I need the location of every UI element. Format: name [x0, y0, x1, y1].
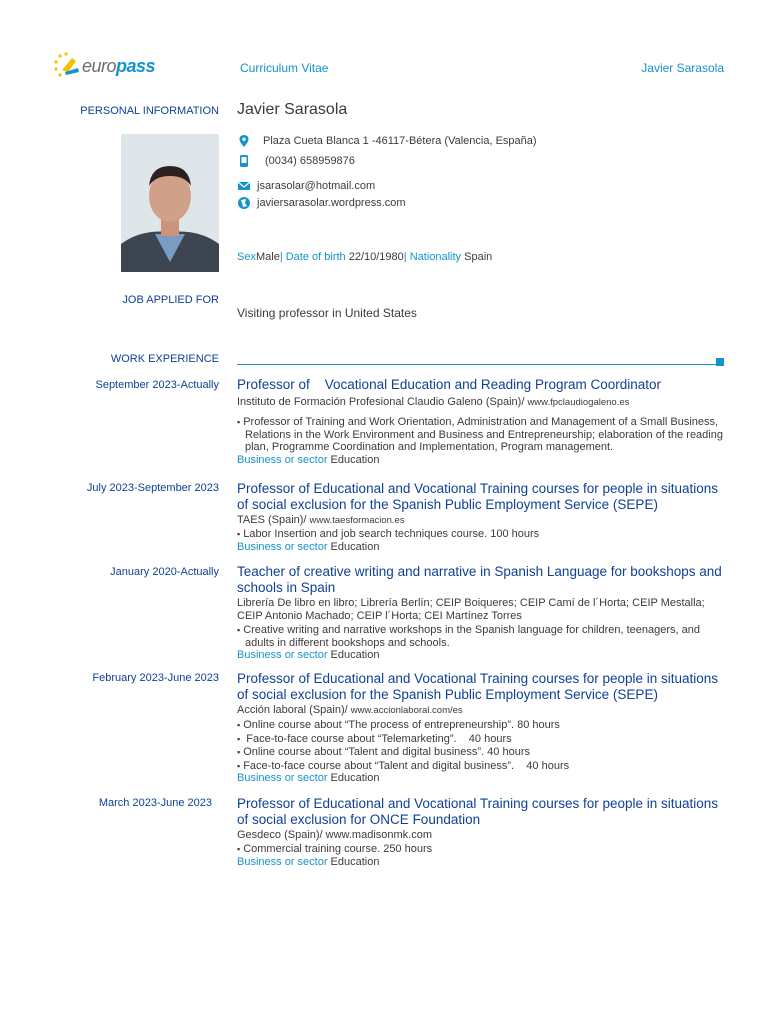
work-entry — [237, 377, 727, 467]
nationality-label: Nationality — [409, 251, 462, 263]
website-row[interactable] — [237, 196, 406, 210]
mobile-phone-icon — [237, 154, 251, 168]
logo-euro: euro — [82, 56, 117, 76]
entry-bullet: ▪ Online course about “Talent and digital business”. 40 hours — [237, 746, 727, 759]
entry-title: Professor of Educational and Vocational Training courses for people in situations of social exclusion for the Spanish Public Employment Service (SEPE) — [237, 671, 719, 702]
profile-photo — [121, 134, 219, 272]
entry-employer: Librería De libro en libro; Librería Berlín; CEIP Boiqueres; CEIP Camí de l´Horta; CEIP Mestalla; CEIP Antonio Machado; CEIP l´Horta; CEI Martínez Torres — [237, 597, 705, 622]
entry-bullet: ▪ Creative writing and narrative workshops in the Spanish language for children, teenagers, and adults in different bookshops and schools. — [237, 624, 727, 649]
doc-title: Curriculum Vitae — [240, 61, 329, 75]
entry-bullet: ▪ Face-to-face course about “Talent and digital business”. 40 hours — [237, 760, 727, 773]
personal-details-row: SexMale| Date of birth 22/10/1980| Nationality Spain — [237, 251, 493, 263]
entry-employer: TAES (Spain)/ www.taesformacion.es — [237, 514, 405, 526]
entry-sector: Business or sector Education — [237, 540, 380, 553]
phone-text: (0034) 658959876 — [265, 155, 355, 167]
sex-label: Sex — [237, 251, 256, 263]
email-row[interactable] — [237, 179, 375, 193]
email-text[interactable]: jsarasolar@hotmail.com — [257, 180, 376, 192]
entry-title: Teacher of creative writing and narrative in Spanish Language for bookshops and schools in Spain — [237, 564, 722, 595]
work-entry — [237, 481, 727, 554]
entry-date: July 2023-September 2023 — [86, 482, 219, 494]
entry-title: Professor of Educational and Vocational Training courses for people in situations of social exclusion for the Spanish Public Employment Service (SEPE) — [237, 481, 719, 512]
logo-pass: pass — [116, 56, 156, 76]
entry-date: February 2023-June 2023 — [92, 672, 219, 684]
person-name: Javier Sarasola — [237, 101, 348, 118]
section-divider — [237, 364, 717, 365]
europass-stars-icon — [52, 50, 86, 82]
entry-title: Professor of Vocational Education and Reading Program Coordinator — [237, 377, 661, 392]
nationality-value: Spain — [464, 251, 493, 263]
entry-sector: Business or sector Education — [237, 453, 380, 466]
envelope-icon — [237, 179, 251, 193]
section-divider-marker — [716, 358, 724, 366]
address-row — [237, 134, 537, 148]
job-applied-value: Visiting professor in United States — [237, 306, 417, 320]
entry-sector: Business or sector Education — [237, 855, 380, 868]
entry-url[interactable]: www.taesformacion.es — [309, 515, 405, 526]
europass-logo — [52, 50, 162, 82]
entry-sector: Business or sector Education — [237, 649, 380, 661]
entry-date: September 2023-Actually — [95, 379, 219, 391]
work-entry — [237, 564, 727, 662]
phone-row — [237, 154, 355, 168]
sex-value: Male — [255, 251, 280, 263]
header-name: Javier Sarasola — [641, 61, 724, 75]
entry-url[interactable]: www.fpclaudiogaleno.es — [527, 397, 630, 408]
entry-employer: Instituto de Formación Profesional Claudio Galeno (Spain)/ www.fpclaudiogaleno.es — [237, 396, 630, 408]
entry-bullet: ▪ Labor Insertion and job search techniques course. 100 hours — [237, 528, 727, 541]
dob-value: 22/10/1980 — [348, 251, 404, 263]
work-entry — [237, 796, 727, 869]
entry-date: March 2023-June 2023 — [98, 797, 212, 809]
entry-title: Professor of Educational and Vocational Training courses for people in situations of social exclusion for ONCE Foundation — [237, 796, 719, 827]
entry-sector: Business or sector Education — [237, 772, 380, 784]
entry-employer: Gesdeco (Spain)/ www.madisonmk.com — [237, 829, 433, 841]
entry-bullet: ▪ Professor of Training and Work Orientation, Administration and Management of a Small Business, Relations in the Work Environment and Business and Entrepreneurship; elaboration of the reading plan, Programme Coordination and Implementation, Program management. — [237, 416, 727, 454]
address-text: Plaza Cueta Blanca 1 -46117-Bétera (Valencia, España) — [263, 135, 537, 147]
website-text[interactable]: javiersarasolar.wordpress.com — [257, 197, 406, 209]
entry-bullet: ▪ Commercial training course. 250 hours — [237, 843, 727, 856]
work-entry — [237, 671, 727, 785]
job-applied-label: JOB APPLIED FOR — [122, 294, 219, 306]
globe-icon — [237, 196, 251, 210]
entry-url[interactable]: www.accionlaboral.com/es — [350, 705, 463, 716]
entry-date: January 2020-Actually — [110, 566, 219, 578]
work-experience-label: WORK EXPERIENCE — [110, 353, 219, 365]
location-pin-icon — [237, 134, 251, 148]
entry-bullet: ▪ Face-to-face course about “Telemarketing”. 40 hours — [237, 733, 727, 746]
dob-label: Date of birth — [285, 251, 346, 263]
entry-employer: Acción laboral (Spain)/ www.accionlaboral.com/es — [237, 704, 463, 716]
entry-bullet: ▪ Online course about “The process of entrepreneurship”. 80 hours — [237, 719, 727, 732]
personal-info-label: PERSONAL INFORMATION — [80, 105, 219, 117]
